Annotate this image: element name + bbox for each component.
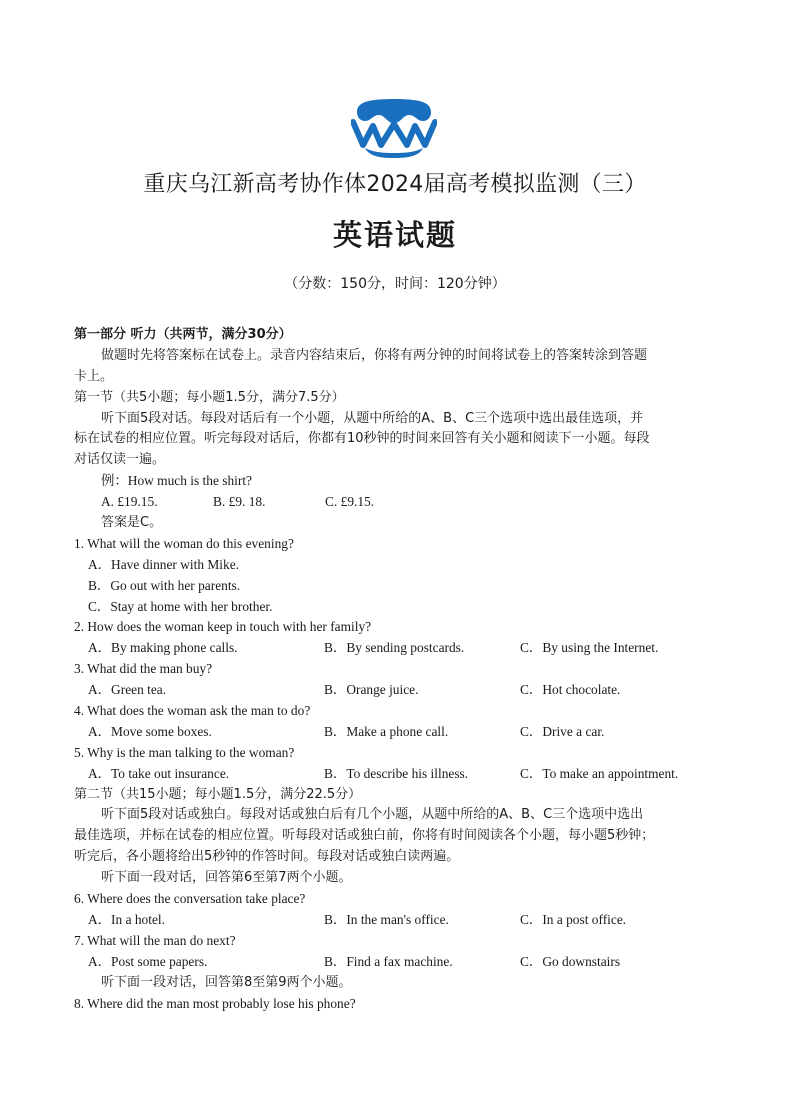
question-2: 2. How does the woman keep in touch with her family? [74,619,372,635]
group-6-7-instruction: 听下面一段对话，回答第6至第7两个小题。 [101,870,352,886]
question-3: 3. What did the man buy? [74,661,213,677]
q5-option-b: B．To describe his illness. [324,765,469,781]
q4-option-c: C．Drive a car. [520,723,605,739]
q5-option-a: A．To take out insurance. [88,765,230,781]
q2-option-a: A．By making phone calls. [88,640,238,656]
section2-heading: 第二节（共15小题；每小题1.5分，满分22.5分） [74,786,362,802]
q7-option-a: A．Post some papers. [88,953,208,969]
section1-intro: 听下面5段对话。每段对话后有一个小题，从题中所给的A、B、C三个选项中选出最佳选项，并 [101,410,644,426]
example-answer: 答案是C。 [101,515,163,531]
part1-intro: 卡上。 [74,368,114,384]
q5-option-c: C．To make an appointment. [520,765,679,781]
exam-content [74,325,724,1014]
question-1: 1. What will the woman do this evening? [74,535,294,551]
q1-option-c: C．Stay at home with her brother. [88,598,273,614]
question-8: 8. Where did the man most probably lose his phone? [74,995,356,1011]
question-6: 6. Where does the conversation take place? [74,891,306,907]
q2-option-b: B．By sending postcards. [324,640,465,656]
q7-options [74,952,724,973]
section2-intro: 听下面5段对话或独白。每段对话或独白后有几个小题，从题中所给的A、B、C三个选项中选出 [101,807,644,823]
question-5: 5. Why is the man talking to the woman? [74,744,295,760]
group-8-9-instruction: 听下面一段对话，回答第8至第9两个小题。 [101,974,352,990]
q7-option-c: C．Go downstairs [520,953,621,969]
q3-option-b: B．Orange juice. [324,682,419,698]
example-options [74,492,724,513]
section1-intro: 对话仅读一遍。 [74,452,166,468]
exam-title: 重庆乌江新高考协作体2024届高考模拟监测（三） [143,172,647,197]
example-option-b: B. £9. 18. [213,494,266,510]
q3-option-c: C．Hot chocolate. [520,682,621,698]
exam-subject: 英语试题 [332,218,457,252]
q4-option-b: B．Make a phone call. [324,723,449,739]
q3-options [74,680,724,701]
q1-option-a: A．Have dinner with Mike. [88,556,239,572]
q5-options [74,764,724,785]
q6-option-b: B．In the man's office. [324,911,449,927]
q4-options [74,722,724,743]
question-4: 4. What does the woman ask the man to do? [74,703,311,719]
example-option-a: A. £19.15. [101,494,158,510]
q2-options [74,638,724,659]
example-option-c: C. £9.15. [325,494,375,510]
part1-intro: 做题时先将答案标在试卷上。录音内容结束后，你将有两分钟的时间将试卷上的答案转涂到答题 [101,347,648,363]
q6-options [74,910,724,931]
example-question: 例：How much is the shirt? [101,473,252,489]
section2-intro: 听完后，各小题将给出5秒钟的作答时间。每段对话或独白读两遍。 [74,849,460,865]
part1-heading: 第一部分 听力（共两节，满分30分） [74,327,292,342]
q7-option-b: B．Find a fax machine. [324,953,453,969]
q2-option-c: C．By using the Internet. [520,640,659,656]
section2-intro: 最佳选项，并标在试卷的相应位置。听每段对话或独白前，你将有时间阅读各个小题，每小题5秒钟； [74,828,655,844]
exam-meta: （分数：150分，时间：120分钟） [284,276,506,292]
q6-option-c: C．In a post office. [520,911,627,927]
q6-option-a: A．In a hotel. [88,911,165,927]
wujiang-logo-icon [351,98,437,160]
q3-option-a: A．Green tea. [88,682,167,698]
section1-intro: 标在试卷的相应位置。听完每段对话后，你都有10秒钟的时间来回答有关小题和阅读下一小题。每段 [74,431,650,447]
q1-option-b: B．Go out with her parents. [88,577,241,593]
q4-option-a: A．Move some boxes. [88,723,212,739]
question-7: 7. What will the man do next? [74,932,236,948]
section1-heading: 第一节（共5小题；每小题1.5分，满分7.5分） [74,389,345,405]
